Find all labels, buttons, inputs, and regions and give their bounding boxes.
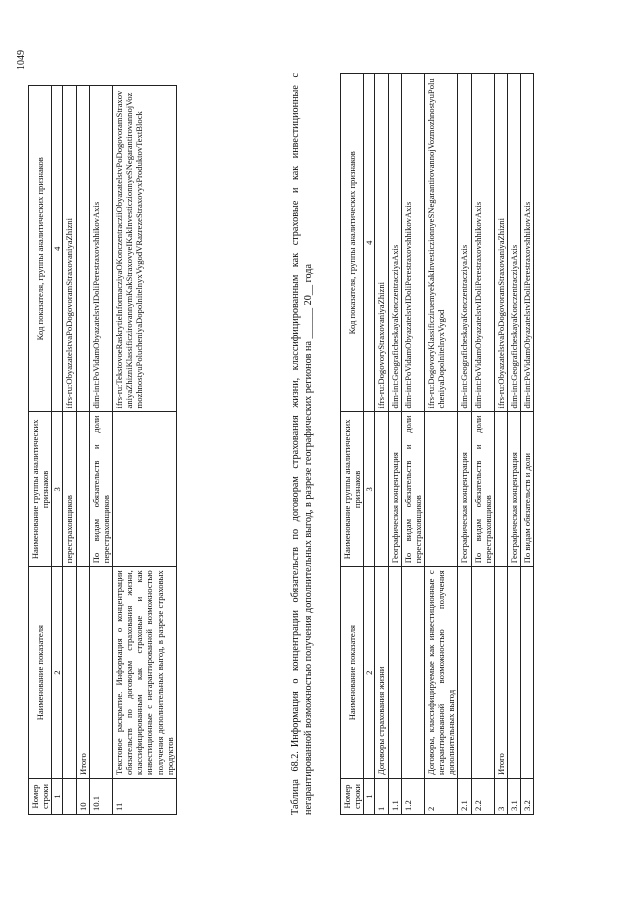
header-group-code: Код показателя, группы аналитических признаков bbox=[29, 86, 52, 412]
row-number: 2.1 bbox=[458, 779, 471, 815]
column-number: 2 bbox=[364, 567, 375, 779]
group-code: ifrs-ru:TekstovoeRaskrytieInformacziyaOKonczentracziiObyazatelstvPoDogovoramStraxovaniyaZhizniKlassificzirovannymKakStraxovyeIKakInvesticzionnyeSNegarantirovannojVozmozhnostyuPolucheniyaDopolnitelnyxVygodVRazrezeStraxovyxProduktovTextBlock bbox=[112, 86, 176, 412]
indicator-name bbox=[458, 567, 471, 779]
column-number: 1 bbox=[364, 779, 375, 815]
group-name bbox=[112, 412, 176, 567]
group-name: По видам обязательств и доли перестраховщиков bbox=[471, 412, 494, 567]
row-number: 3.1 bbox=[507, 779, 520, 815]
header-indicator-name: Наименование показателя bbox=[341, 567, 364, 779]
group-code: ifrs-ru:DogovoryKlassificziruemyeKakInvesticzionnyeSNegarantirovannojVozmozhnostyuPolucheniyaDopolnitelnyxVygod bbox=[424, 74, 457, 412]
header-row-number: Номер строки bbox=[29, 779, 52, 815]
group-name: перестраховщиков bbox=[63, 412, 76, 567]
table-row bbox=[89, 86, 112, 815]
indicator-name: Договоры, классифицируемые как инвестиционные с негарантированной возможностью получения дополнительных выгод bbox=[424, 567, 457, 779]
group-name: Географическая концентрация bbox=[507, 412, 520, 567]
table-header-row bbox=[29, 86, 52, 815]
table-row bbox=[112, 86, 176, 815]
group-name bbox=[375, 412, 388, 567]
column-number: 2 bbox=[52, 567, 63, 779]
table-row bbox=[458, 74, 471, 815]
group-name bbox=[76, 412, 89, 567]
group-name bbox=[424, 412, 457, 567]
header-indicator-name: Наименование показателя bbox=[29, 567, 52, 779]
column-number: 4 bbox=[52, 86, 63, 412]
group-name bbox=[494, 412, 507, 567]
row-number: 3.2 bbox=[521, 779, 534, 815]
header-row-number: Номер строки bbox=[341, 779, 364, 815]
column-number-row bbox=[52, 86, 63, 815]
group-code: ifrs-ru:DogovoryStraxovaniyaZhizni bbox=[375, 74, 388, 412]
group-code: dim-int:GeograficheskayaKonczentracziyaAxis bbox=[458, 74, 471, 412]
indicator-name bbox=[471, 567, 494, 779]
group-code: ifrs-ru:ObyazatelstvaPoDogovoramStraxovaniyaZhizni bbox=[494, 74, 507, 412]
header-group-code: Код показателя, группы аналитических признаков bbox=[341, 74, 364, 412]
row-number bbox=[63, 779, 76, 815]
table-row bbox=[521, 74, 534, 815]
column-number: 3 bbox=[364, 412, 375, 567]
group-name: Географическая концентрация bbox=[458, 412, 471, 567]
table-68-2 bbox=[340, 73, 534, 815]
group-name: По видам обязательств и доли bbox=[521, 412, 534, 567]
column-number: 4 bbox=[364, 74, 375, 412]
group-code bbox=[76, 86, 89, 412]
indicator-name: Итого bbox=[76, 567, 89, 779]
row-number: 1.1 bbox=[388, 779, 401, 815]
column-number: 3 bbox=[52, 412, 63, 567]
group-code: dim-int:GeograficheskayaKonczentracziyaAxis bbox=[507, 74, 520, 412]
table-row bbox=[76, 86, 89, 815]
group-code: ifrs-ru:ObyazatelstvaPoDogovoramStraxovaniyaZhizni bbox=[63, 86, 76, 412]
table-header-row bbox=[341, 74, 364, 815]
group-code: dim-int:PoVidamObyazatelstvIDoliPerestraxovshhikovAxis bbox=[471, 74, 494, 412]
row-number: 10 bbox=[76, 779, 89, 815]
table-row bbox=[471, 74, 494, 815]
table-row bbox=[63, 86, 76, 815]
group-code: dim-int:PoVidamObyazatelstvIDoliPerestraxovshhikovAxis bbox=[521, 74, 534, 412]
table-number: Таблица 68.2. bbox=[290, 751, 301, 815]
row-number: 2 bbox=[424, 779, 457, 815]
group-name: Географическая концентрация bbox=[388, 412, 401, 567]
column-number: 1 bbox=[52, 779, 63, 815]
row-number: 1 bbox=[375, 779, 388, 815]
table-row bbox=[375, 74, 388, 815]
table-continued bbox=[28, 85, 177, 815]
table-row bbox=[494, 74, 507, 815]
row-number: 1.2 bbox=[401, 779, 424, 815]
table-caption-text: Информация о концентрации обязательств по договорам страхования жизни, классифицированным как страховые и как инвестиционные с негарантированной возможностью получения дополнительных выгод, в разрезе географических регионов на ______ 20__ года bbox=[290, 73, 314, 815]
table-row bbox=[401, 74, 424, 815]
table-row bbox=[507, 74, 520, 815]
indicator-name bbox=[63, 567, 76, 779]
group-code: dim-int:PoVidamObyazatelstvIDoliPerestraxovshhikovAxis bbox=[89, 86, 112, 412]
indicator-name: Текстовое раскрытие. Информация о концентрации обязательств по договорам страхования жизни, классифицированным как страховые и как инвестиционные с негарантированной возможностью получения дополнительных выгод, в разрезе страховых продуктов bbox=[112, 567, 176, 779]
row-number: 2.2 bbox=[471, 779, 494, 815]
header-group-name: Наименование группы аналитических признаков bbox=[29, 412, 52, 567]
indicator-name bbox=[521, 567, 534, 779]
group-name: По видам обязательств и доли перестраховщиков bbox=[89, 412, 112, 567]
group-code: dim-int:PoVidamObyazatelstvIDoliPerestraxovshhikovAxis bbox=[401, 74, 424, 412]
row-number: 3 bbox=[494, 779, 507, 815]
indicator-name bbox=[401, 567, 424, 779]
row-number: 11 bbox=[112, 779, 176, 815]
row-number: 10.1 bbox=[89, 779, 112, 815]
table-row bbox=[424, 74, 457, 815]
table-caption bbox=[290, 73, 316, 815]
group-name: По видам обязательств и доли перестраховщиков bbox=[401, 412, 424, 567]
page-number: 1049 bbox=[16, 50, 27, 70]
indicator-name: Итого bbox=[494, 567, 507, 779]
table-row bbox=[388, 74, 401, 815]
indicator-name bbox=[507, 567, 520, 779]
header-group-name: Наименование группы аналитических признаков bbox=[341, 412, 364, 567]
indicator-name bbox=[89, 567, 112, 779]
column-number-row bbox=[364, 74, 375, 815]
group-code: dim-int:GeograficheskayaKonczentracziyaAxis bbox=[388, 74, 401, 412]
indicator-name: Договоры страхования жизни bbox=[375, 567, 388, 779]
indicator-name bbox=[388, 567, 401, 779]
